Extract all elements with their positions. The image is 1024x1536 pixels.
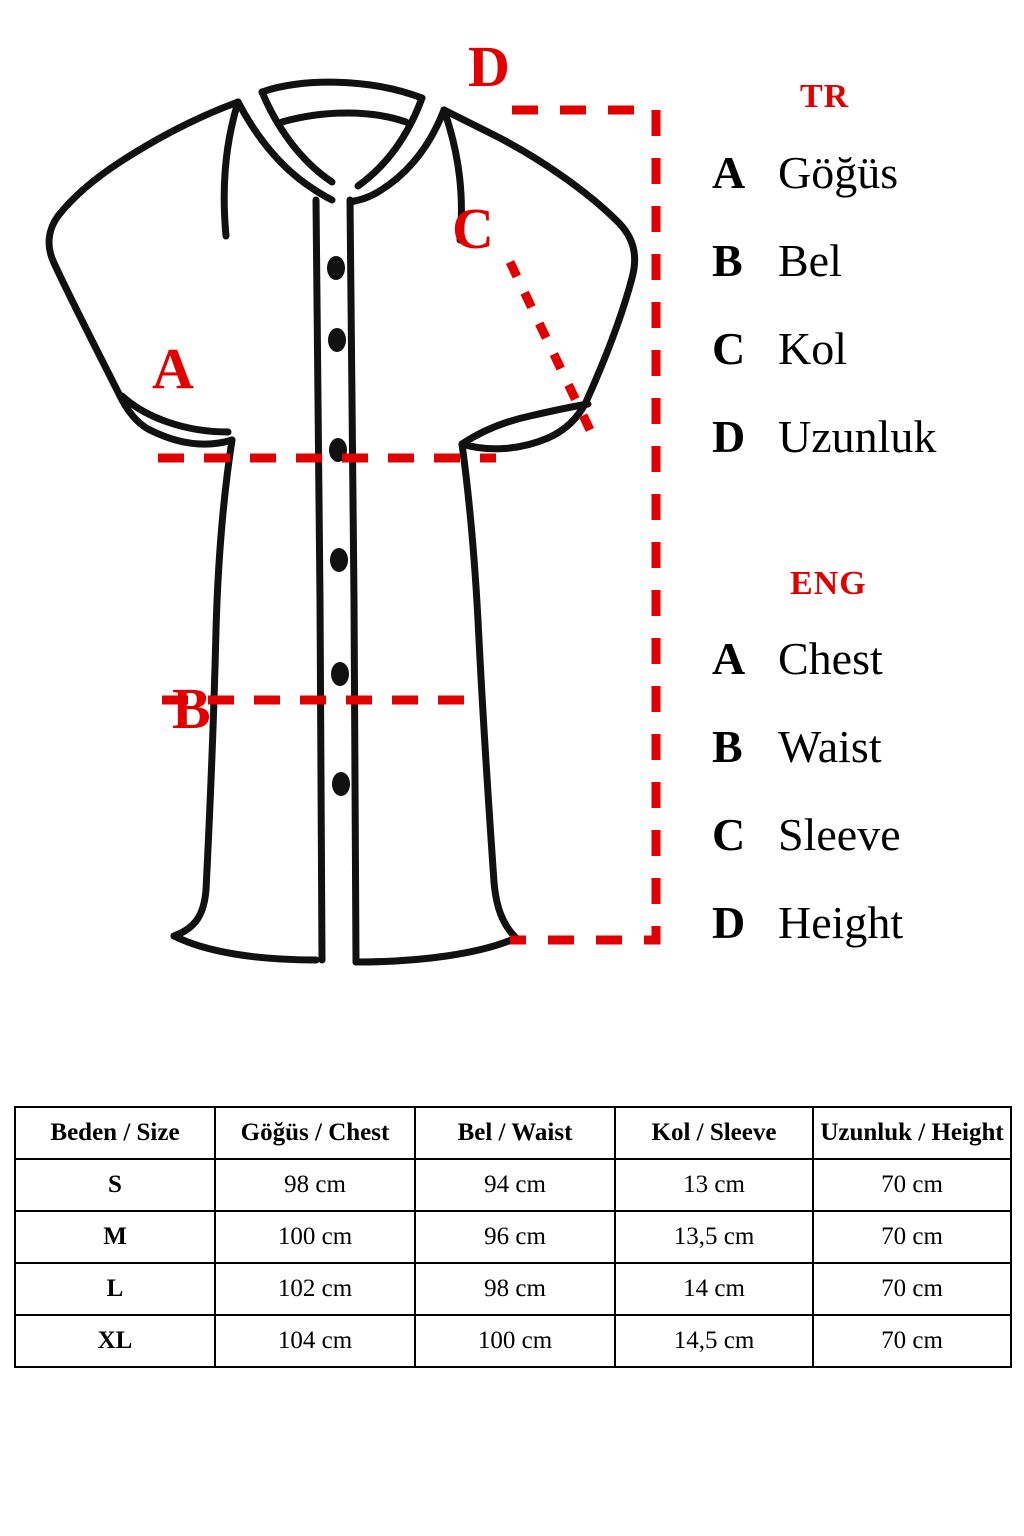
legend-key: B bbox=[712, 721, 743, 772]
legend-value: Sleeve bbox=[778, 809, 901, 860]
legend-row-tr-chest bbox=[712, 146, 898, 199]
column-header-size: Beden / Size bbox=[15, 1107, 215, 1159]
cell-sleeve: 14,5 cm bbox=[615, 1315, 813, 1367]
legend-key: A bbox=[712, 147, 746, 198]
legend-value: Bel bbox=[778, 235, 842, 286]
legend-row-tr-height bbox=[712, 410, 936, 463]
legend-title-tr: TR bbox=[800, 78, 850, 115]
legend-value: Göğüs bbox=[778, 147, 899, 198]
cell-chest: 100 cm bbox=[215, 1211, 415, 1263]
size-chart-table bbox=[14, 1106, 1010, 1368]
legend-key: C bbox=[712, 809, 746, 860]
legend-row-eng-height bbox=[712, 896, 903, 949]
cell-size: S bbox=[15, 1159, 215, 1211]
cell-waist: 98 cm bbox=[415, 1263, 615, 1315]
legend-row-tr-waist bbox=[712, 234, 842, 287]
cell-waist: 96 cm bbox=[415, 1211, 615, 1263]
column-header-height: Uzunluk / Height bbox=[813, 1107, 1011, 1159]
cell-sleeve: 13 cm bbox=[615, 1159, 813, 1211]
cell-height: 70 cm bbox=[813, 1315, 1011, 1367]
legend-value: Uzunluk bbox=[778, 411, 937, 462]
cell-chest: 98 cm bbox=[215, 1159, 415, 1211]
cell-size: M bbox=[15, 1211, 215, 1263]
legend-key: C bbox=[712, 323, 746, 374]
legend-key: D bbox=[712, 897, 746, 948]
table-header-row bbox=[15, 1107, 1011, 1159]
legend-key: B bbox=[712, 235, 743, 286]
cell-height: 70 cm bbox=[813, 1263, 1011, 1315]
column-header-chest: Göğüs / Chest bbox=[215, 1107, 415, 1159]
legend-title-eng: ENG bbox=[790, 565, 867, 602]
shirt-illustration bbox=[10, 34, 710, 980]
marker-label-b: B bbox=[172, 676, 211, 741]
table-row bbox=[15, 1159, 1011, 1211]
table-row bbox=[15, 1315, 1011, 1367]
legend-key: A bbox=[712, 633, 746, 684]
legend-value: Height bbox=[778, 897, 904, 948]
cell-sleeve: 13,5 cm bbox=[615, 1211, 813, 1263]
cell-chest: 102 cm bbox=[215, 1263, 415, 1315]
column-header-sleeve: Kol / Sleeve bbox=[615, 1107, 813, 1159]
legend-value: Kol bbox=[778, 323, 847, 374]
marker-label-c: C bbox=[452, 196, 494, 261]
legend-row-eng-chest bbox=[712, 632, 883, 685]
cell-size: XL bbox=[15, 1315, 215, 1367]
marker-label-d: D bbox=[468, 34, 510, 99]
legend-row-eng-waist bbox=[712, 720, 882, 773]
cell-height: 70 cm bbox=[813, 1211, 1011, 1263]
legend-key: D bbox=[712, 411, 746, 462]
cell-height: 70 cm bbox=[813, 1159, 1011, 1211]
cell-sleeve: 14 cm bbox=[615, 1263, 813, 1315]
cell-chest: 104 cm bbox=[215, 1315, 415, 1367]
table-row bbox=[15, 1211, 1011, 1263]
cell-waist: 100 cm bbox=[415, 1315, 615, 1367]
legend-row-eng-sleeve bbox=[712, 808, 901, 861]
table-row bbox=[15, 1263, 1011, 1315]
column-header-waist: Bel / Waist bbox=[415, 1107, 615, 1159]
cell-waist: 94 cm bbox=[415, 1159, 615, 1211]
legend-value: Waist bbox=[778, 721, 882, 772]
legend-row-tr-sleeve bbox=[712, 322, 847, 375]
cell-size: L bbox=[15, 1263, 215, 1315]
legend-value: Chest bbox=[778, 633, 883, 684]
marker-label-a: A bbox=[152, 336, 194, 401]
